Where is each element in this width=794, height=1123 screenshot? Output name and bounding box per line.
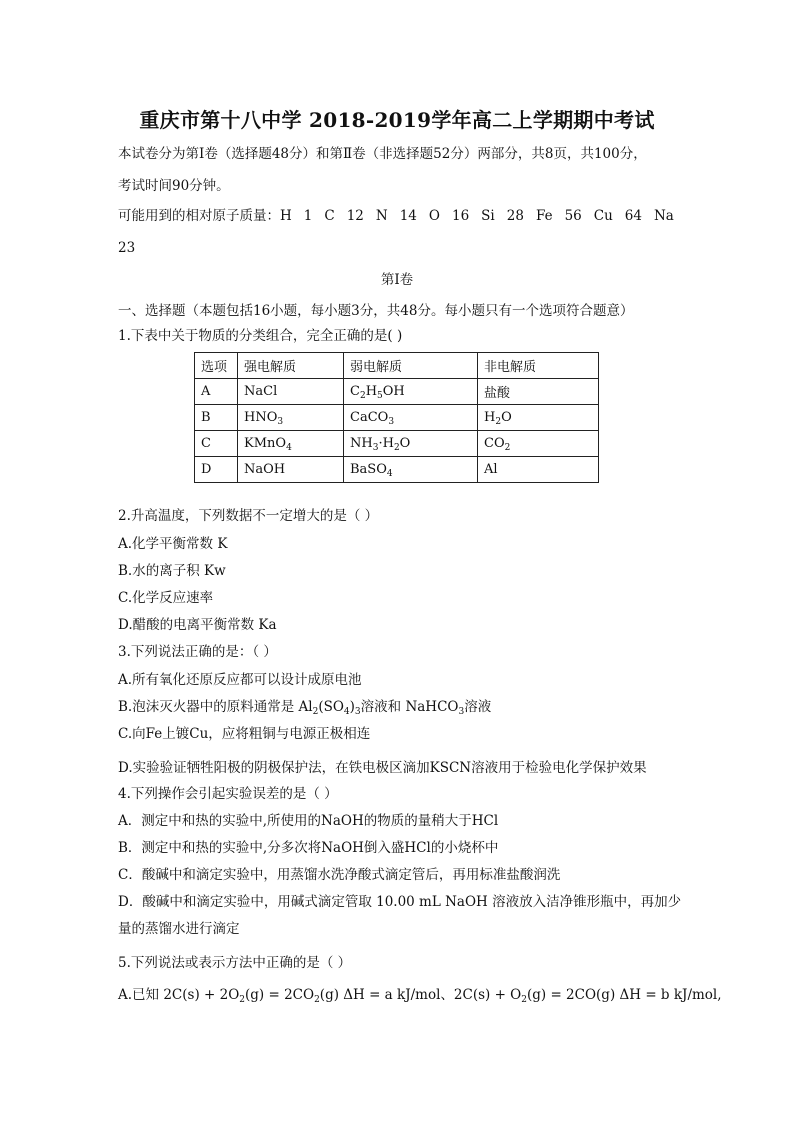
atomic-item: N	[375, 208, 388, 224]
table-header-cell: 非电解质	[478, 353, 599, 379]
table-cell: D	[195, 457, 238, 483]
q2-stem: 2.升高温度，下列数据不一定增大的是（ ）	[118, 508, 379, 524]
table-row	[195, 431, 599, 457]
table-row	[195, 379, 599, 405]
q5-stem: 5.下列说法或表示方法中正确的是（ ）	[118, 955, 352, 971]
atomic-mass-last: 23	[118, 240, 136, 256]
intro-line-1: 本试卷分为第Ⅰ卷（选择题48分）和第Ⅱ卷（非选择题52分）两部分，共8页，共100分，	[118, 146, 647, 162]
table-cell: BaSO$_4$	[344, 457, 478, 483]
table-cell: $H_2O$	[478, 405, 599, 431]
atomic-item: 12	[346, 208, 364, 224]
atomic-item: Cu	[593, 208, 613, 224]
q2-option-a: A.化学平衡常数 K	[118, 536, 228, 552]
atomic-mass-line	[118, 207, 674, 225]
table-row	[195, 405, 599, 431]
table-cell: NaCl	[238, 379, 344, 405]
table-cell: $C_2H_5OH$	[344, 379, 478, 405]
atomic-item: 28	[506, 208, 524, 224]
table-header-row	[195, 353, 599, 379]
table-header-cell: 选项	[195, 353, 238, 379]
atomic-item: 16	[451, 208, 470, 224]
q4-stem: 4.下列操作会引起实验误差的是（ ）	[118, 786, 338, 802]
q3-option-d: D.实验验证牺牲阳极的阴极保护法，在铁电极区滴加KSCN溶液用于检验电化学保护效果	[118, 760, 647, 776]
table-cell: Al	[478, 457, 599, 483]
q4-option-d: D．酸碱中和滴定实验中，用碱式滴定管取 10.00 mL NaOH 溶液放入洁净锥形瓶中，再加少	[118, 894, 682, 910]
atomic-item: Fe	[535, 208, 553, 224]
table-cell: CaCO$_3$	[344, 405, 478, 431]
table-cell: NaOH	[238, 457, 344, 483]
q4-option-c: C．酸碱中和滴定实验中，用蒸馏水洗净酸式滴定管后，再用标准盐酸润洗	[118, 867, 561, 883]
intro-line-2: 考试时间90分钟。	[118, 178, 230, 194]
q1-stem: 1.下表中关于物质的分类组合，完全正确的是( )	[118, 328, 403, 344]
q3-option-b: B.泡沫灭火器中的原料通常是 $Al_2(SO_4)_3$溶液和 NaHCO$_3$溶液	[118, 699, 492, 717]
table-cell: C	[195, 431, 238, 457]
q1-table	[194, 352, 599, 483]
table-cell: 盐酸	[478, 379, 599, 405]
atomic-item: 14	[399, 208, 417, 224]
q2-option-c: C.化学反应速率	[118, 590, 214, 606]
table-header-cell: 强电解质	[238, 353, 344, 379]
q3-option-c: C.向Fe上镀Cu，应将粗铜与电源正极相连	[118, 726, 371, 742]
atomic-item: 64	[624, 208, 642, 224]
atomic-item: O	[428, 208, 440, 224]
atomic-item: Na	[653, 208, 674, 224]
table-cell: $NH_3\cdot H_2O$	[344, 431, 478, 457]
q4-option-d-continued: 量的蒸馏水进行滴定	[118, 921, 240, 937]
q2-option-d: D.醋酸的电离平衡常数 Ka	[118, 617, 277, 633]
atomic-item: Si	[481, 208, 495, 224]
exam-title: 重庆市第十八中学 2018-2019学年高二上学期期中考试	[139, 108, 655, 132]
atomic-mass-label: 可能用到的相对原子质量：H	[118, 208, 292, 224]
atomic-item: 56	[564, 208, 582, 224]
table-cell: A	[195, 379, 238, 405]
q3-stem: 3.下列说法正确的是：（ ）	[118, 644, 277, 660]
table-header-cell: 弱电解质	[344, 353, 478, 379]
section-title: 第Ⅰ卷	[380, 272, 414, 288]
table-cell: B	[195, 405, 238, 431]
q3-option-a: A.所有氧化还原反应都可以设计成原电池	[118, 672, 362, 688]
part-one-heading: 一、选择题（本题包括16小题，每小题3分，共48分。每小题只有一个选项符合题意）	[118, 303, 634, 319]
table-cell: $CO_2$	[478, 431, 599, 457]
atomic-item: C	[324, 208, 335, 224]
table-row	[195, 457, 599, 483]
table-cell: KMnO$_4$	[238, 431, 344, 457]
atomic-item: 1	[303, 208, 313, 224]
q4-option-a: A．测定中和热的实验中,所使用的NaOH的物质的量稍大于HCl	[118, 813, 499, 829]
q5-option-a: A.已知 $2C(s) + 2O_2(g) = 2CO_2(g) \Delta H = a$ kJ/mol、$2C(s) + O_2(g) = 2CO(g) \Delta H = b$ kJ/mol,	[118, 987, 722, 1005]
q2-option-b: B.水的离子积 Kw	[118, 563, 226, 579]
q4-option-b: B．测定中和热的实验中,分多次将NaOH倒入盛HCl的小烧杯中	[118, 840, 499, 856]
table-cell: $HNO_3$	[238, 405, 344, 431]
